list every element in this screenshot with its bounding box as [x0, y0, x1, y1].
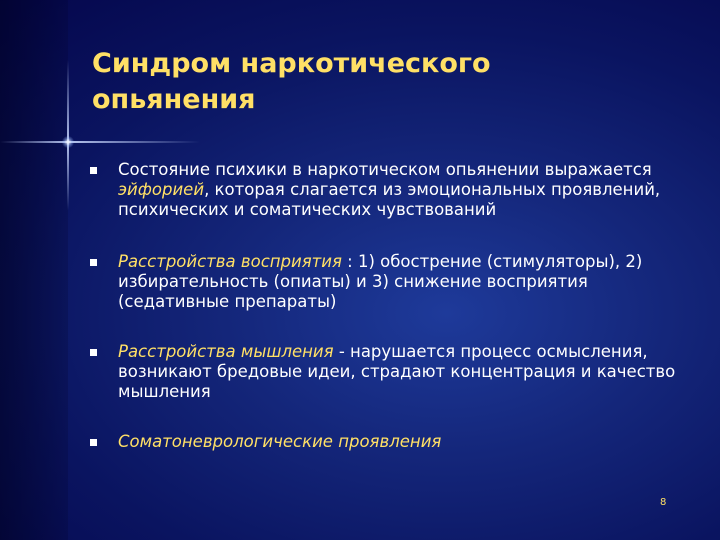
square-bullet-icon [90, 160, 118, 182]
sparkle-vertical-ray [67, 60, 69, 210]
bullet-text [118, 342, 690, 402]
square-bullet-icon [90, 432, 118, 454]
sparkle-star-icon [62, 136, 74, 148]
square-bullet-icon [90, 252, 118, 274]
bullet-emphasis: Расстройства мышления [118, 342, 334, 361]
bullet-emphasis: Соматоневрологические проявления [118, 432, 442, 451]
bullet-text-before: Состояние психики в наркотическом опьянении выражается [118, 160, 652, 179]
bullet-text-after: - нарушается процесс осмысления, возникают бредовые идеи, страдают концентрация и качество мышления [118, 342, 676, 401]
bullet-list [90, 160, 690, 454]
sparkle-horizontal-ray [0, 141, 200, 143]
square-bullet-icon [90, 342, 118, 364]
bullet-emphasis: эйфорией [118, 180, 205, 199]
bullet-text [118, 432, 690, 452]
page-number: 8 [660, 497, 667, 508]
bullet-emphasis: Расстройства восприятия [118, 252, 342, 271]
bullet-text [118, 252, 690, 312]
bullet-item-euphoria [90, 160, 690, 220]
bullet-text-after: : 1) обострение (стимуляторы), 2) избирательность (опиаты) и 3) снижение восприятия (седативные препараты) [118, 252, 643, 311]
bullet-item-somatoneurological [90, 432, 690, 454]
bullet-item-perception [90, 252, 690, 312]
left-dark-band [0, 0, 68, 540]
slide-title: Синдром наркотического опьянения [92, 48, 491, 115]
bullet-text-after: , которая слагается из эмоциональных проявлений, психических и соматических чувствований [118, 180, 661, 219]
bullet-item-thinking [90, 342, 690, 402]
bullet-text [118, 160, 690, 220]
